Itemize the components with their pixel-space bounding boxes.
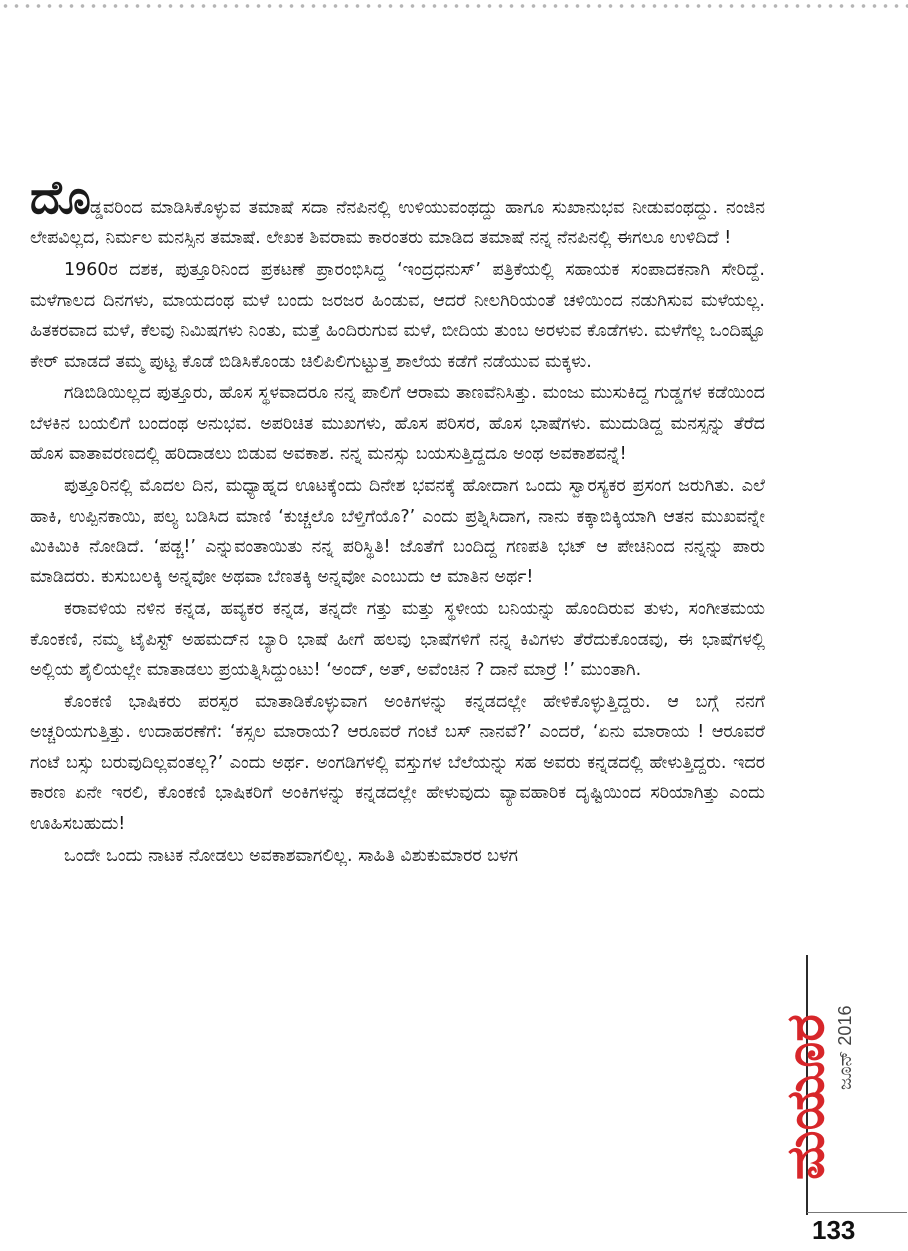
article-body xyxy=(30,170,765,872)
page-number-rule xyxy=(807,1212,907,1213)
paragraph-2: 1960ರ ದಶಕ, ಪುತ್ತೂರಿನಿಂದ ಪ್ರಕಟಣೆ ಪ್ರಾರಂಭಿಸಿದ್ದ ‘ಇಂದ್ರಧನುಸ್’ ಪತ್ರಿಕೆಯಲ್ಲಿ ಸಹಾಯಕ ಸಂಪಾದಕನಾಗಿ ಸೇರಿದ್ದೆ. ಮಳೆಗಾಲದ ದಿನಗಳು, ಮಾಯದಂಥ ಮಳೆ ಬಂದು ಜರಜರ ಹಿಂಡುವ, ಆದರೆ ನೀಲಗಿರಿಯಂತೆ ಚಳಿಯಿಂದ ನಡುಗಿಸುವ ಮಳೆಯಲ್ಲ. ಹಿತಕರವಾದ ಮಳೆ, ಕೆಲವು ನಿಮಿಷಗಳು ನಿಂತು, ಮತ್ತೆ ಹಿಂದಿರುಗುವ ಮಳೆ, ಬೀದಿಯ ತುಂಬ ಅರಳುವ ಕೊಡೆಗಳು. ಮಳೆಗೆಲ್ಲ ಒಂದಿಷ್ಟೂ ಕೇರ್ ಮಾಡದೆ ತಮ್ಮ ಪುಟ್ಟ ಕೊಡೆ ಬಿಡಿಸಿಕೊಂಡು ಚಿಲಿಪಿಲಿಗುಟ್ಟುತ್ತ ಶಾಲೆಯ ಕಡೆಗೆ ನಡೆಯುವ ಮಕ್ಕಳು. xyxy=(30,260,765,372)
paragraph-6: ಕೊಂಕಣಿ ಭಾಷಿಕರು ಪರಸ್ಪರ ಮಾತಾಡಿಕೊಳ್ಳುವಾಗ ಅಂಕಿಗಳನ್ನು ಕನ್ನಡದಲ್ಲೇ ಹೇಳಿಕೊಳ್ಳುತ್ತಿದ್ದರು. ಆ ಬಗ್ಗೆ ನನಗೆ ಅಚ್ಚರಿಯಗುತ್ತಿತ್ತು. ಉದಾಹರಣೆಗೆ: ‘ಕಸ್ಸಲ ಮಾರಾಯ? ಆರೂವರೆ ಗಂಟೆ ಬಸ್ ನಾನವೆ?’ ಎಂದರೆ, ‘ಏನು ಮಾರಾಯ ! ಆರೂವರೆ ಗಂಟೆ ಬಸ್ಸು ಬರುವುದಿಲ್ಲವಂತಲ್ಲ?’ ಎಂದು ಅರ್ಥ. ಅಂಗಡಿಗಳಲ್ಲಿ ವಸ್ತುಗಳ ಬೆಲೆಯನ್ನು ಸಹ ಅವರು ಕನ್ನಡದಲ್ಲಿ ಹೇಳುತ್ತಿದ್ದರು. ಇದರ ಕಾರಣ ಏನೇ ಇರಲಿ, ಕೊಂಕಣಿ ಭಾಷಿಕರಿಗೆ ಅಂಕಿಗಳನ್ನು ಕನ್ನಡದಲ್ಲೇ ಹೇಳುವುದು ವ್ಯಾವಹಾರಿಕ ದೃಷ್ಟಿಯಿಂದ ಸರಿಯಾಗಿತ್ತು ಎಂದು ಊಹಿಸಬಹುದು! xyxy=(30,692,765,834)
drop-cap: ದೊ xyxy=(30,170,90,224)
dotted-top-border xyxy=(0,2,908,10)
paragraph-5: ಕರಾವಳಿಯ ನಳಿನ ಕನ್ನಡ, ಹವ್ಯಕರ ಕನ್ನಡ, ತನ್ನದೇ ಗತ್ತು ಮತ್ತು ಸ್ಥಳೀಯ ಬನಿಯನ್ನು ಹೊಂದಿರುವ ತುಳು, ಸಂಗೀತಮಯ ಕೊಂಕಣಿ, ನಮ್ಮ ಟೈಪಿಸ್ಟ್ ಅಹಮದ್‌ನ ಬ್ಯಾರಿ ಭಾಷೆ ಹೀಗೆ ಹಲವು ಭಾಷೆಗಳಿಗೆ ನನ್ನ ಕಿವಿಗಳು ತೆರೆದುಕೊಂಡವು, ಈ ಭಾಷೆಗಳಲ್ಲಿ ಅಲ್ಲಿಯ ಶೈಲಿಯಲ್ಲೇ ಮಾತಾಡಲು ಪ್ರಯತ್ನಿಸಿದ್ದುಂಟು! ‘ಅಂದ್, ಅತ್, ಅವೆಂಚಿನ ? ದಾನೆ ಮಾರ್ರೆ !’ ಮುಂತಾಗಿ. xyxy=(30,599,765,681)
paragraph-1 xyxy=(30,170,765,254)
paragraph-7: ಒಂದೇ ಒಂದು ನಾಟಕ ನೋಡಲು ಅವಕಾಶವಾಗಲಿಲ್ಲ. ಸಾಹಿತಿ ವಿಶುಕುಮಾರರ ಬಳಗ xyxy=(64,845,519,866)
paragraph-3: ಗಡಿಬಿಡಿಯಿಲ್ಲದ ಪುತ್ತೂರು, ಹೊಸ ಸ್ಥಳವಾದರೂ ನನ್ನ ಪಾಲಿಗೆ ಆರಾಮ ತಾಣವೆನಿಸಿತ್ತು. ಮಂಜು ಮುಸುಕಿದ್ದ ಗುಡ್ಡಗಳ ಕಡೆಯಿಂದ ಬೆಳಕಿನ ಬಯಲಿಗೆ ಬಂದಂಥ ಅನುಭವ. ಅಪರಿಚಿತ ಮುಖಗಳು, ಹೊಸ ಪರಿಸರ, ಹೊಸ ಭಾಷೆಗಳು. ಮುದುಡಿದ್ದ ಮನಸ್ಸನ್ನು ತೆರೆದ ಹೊಸ ವಾತಾವರಣದಲ್ಲಿ ಹರಿದಾಡಲು ಬಿಡುವ ಅವಕಾಶ. ನನ್ನ ಮನಸ್ಸು ಬಯಸುತ್ತಿದ್ದದೂ ಅಂಥ ಅವಕಾಶವನ್ನೆ! xyxy=(30,383,765,465)
page-number: 133 xyxy=(812,1215,856,1245)
issue-date: ಜೂನ್ 2016 xyxy=(835,1005,855,1090)
paragraph-4: ಪುತ್ತೂರಿನಲ್ಲಿ ಮೊದಲ ದಿನ, ಮಧ್ಯಾಹ್ನದ ಊಟಕ್ಕೆಂದು ದಿನೇಶ ಭವನಕ್ಕೆ ಹೋದಾಗ ಒಂದು ಸ್ವಾರಸ್ಯಕರ ಪ್ರಸಂಗ ಜರುಗಿತು. ಎಲೆ ಹಾಕಿ, ಉಪ್ಪಿನಕಾಯಿ, ಪಲ್ಯ ಬಡಿಸಿದ ಮಾಣಿ ‘ಕುಚ್ಚಲೊ ಬೆಳ್ತಿಗೆಯೊ?’ ಎಂದು ಪ್ರಶ್ನಿಸಿದಾಗ, ನಾನು ಕಕ್ಕಾಬಿಕ್ಕಿಯಾಗಿ ಆತನ ಮುಖವನ್ನೇ ಮಿಕಿಮಿಕಿ ನೋಡಿದೆ. ‘ಪಡ್ಚ!’ ಎನ್ನುವಂತಾಯಿತು ನನ್ನ ಪರಿಸ್ಥಿತಿ! ಜೊತೆಗೆ ಬಂದಿದ್ದ ಗಣಪತಿ ಭಟ್ ಆ ಪೇಚಿನಿಂದ ನನ್ನನ್ನು ಪಾರು ಮಾಡಿದರು. ಕುಸುಬಲಕ್ಕಿ ಅನ್ನವೋ ಅಥವಾ ಬೆಣತಕ್ಕಿ ಅನ್ನವೋ ಎಂಬುದು ಆ ಮಾತಿನ ಅರ್ಥ! xyxy=(30,476,765,588)
magazine-title-logo: ಮಯೂರ xyxy=(776,1014,836,1180)
paragraph-1-text: ಡ್ಡವರಿಂದ ಮಾಡಿಸಿಕೊಳ್ಳುವ ತಮಾಷೆ ಸದಾ ನೆನಪಿನಲ್ಲಿ ಉಳಿಯುವಂಥದ್ದು ಹಾಗೂ ಸುಖಾನುಭವ ನೀಡುವಂಥದ್ದು. ನಂಜಿನ ಲೇಪವಿಲ್ಲದ, ನಿರ್ಮಲ ಮನಸ್ಸಿನ ತಮಾಷೆ. ಲೇಖಕ ಶಿವರಾಮ ಕಾರಂತರು ಮಾಡಿದ ತಮಾಷೆ ನನ್ನ ನೆನಪಿನಲ್ಲಿ ಈಗಲೂ ಉಳಿದಿದೆ ! xyxy=(30,198,765,249)
